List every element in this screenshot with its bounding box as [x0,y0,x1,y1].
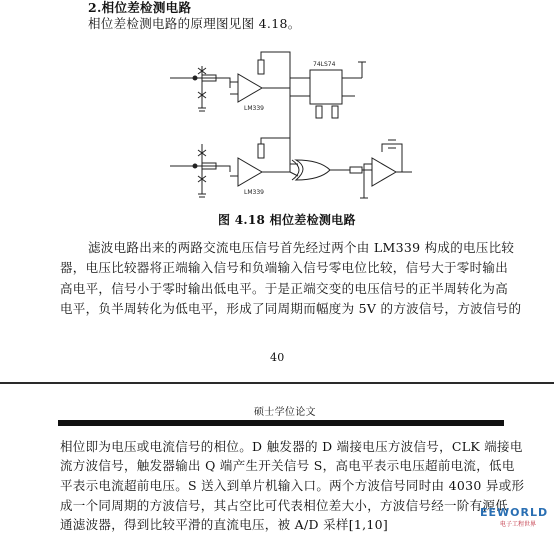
paragraph-2-line: 平表示电流超前电压。S 送入到单片机输入口。两个方波信号同时由 4030 异或形 [60,478,525,493]
eeworld-watermark-logo [478,502,550,532]
paragraph-2-line: 成一个同周期的方波信号，其占空比可代表相位差大小，方波信号经一阶有源低 [60,498,509,513]
running-header: 硕士学位论文 [254,407,316,418]
section-heading: 2.相位差检测电路 [88,0,192,15]
intro-line: 相位差检测电路的原理图见图 4.18。 [88,16,301,31]
u3-label: 74LS74 [313,61,336,68]
u1-label: LM339 [244,105,264,112]
page-number: 40 [270,351,285,364]
paragraph-1-line: 高电平，信号小于零时输出低电平。于是正端交变的电压信号的正半周转化为高 [60,281,509,296]
header-rule [58,420,504,426]
paragraph-1-line: 滤波电路出来的两路交流电压信号首先经过两个由 LM339 构成的电压比较 [88,240,515,255]
watermark-subtext: 电子工程世界 [500,521,537,528]
paragraph-2-line: 流方波信号，触发器输出 Q 端产生开关信号 S，高电平表示电压超前电流，低电 [60,458,515,473]
paragraph-1-line: 电平，负半周转化为低电平，形成了同周期而幅度为 5V 的方波信号，方波信号的 [60,301,522,316]
page-break-divider [0,382,554,384]
phase-difference-circuit-diagram [150,48,420,208]
watermark-text: EEWORLD [480,506,549,519]
paragraph-2-line: 相位即为电压或电流信号的相位。D 触发器的 D 端接电压方波信号，CLK 端接电 [60,439,523,454]
figure-caption: 图 4.18 相位差检测电路 [218,213,356,227]
paragraph-1-line: 器，电压比较器将正端输入信号和负端输入信号零电位比较，信号大于零时输出 [60,260,509,275]
paragraph-2-line: 通滤波器，得到比较平滑的直流电压，被 A/D 采样[1,10] [60,517,389,532]
u2-label: LM339 [244,189,264,196]
